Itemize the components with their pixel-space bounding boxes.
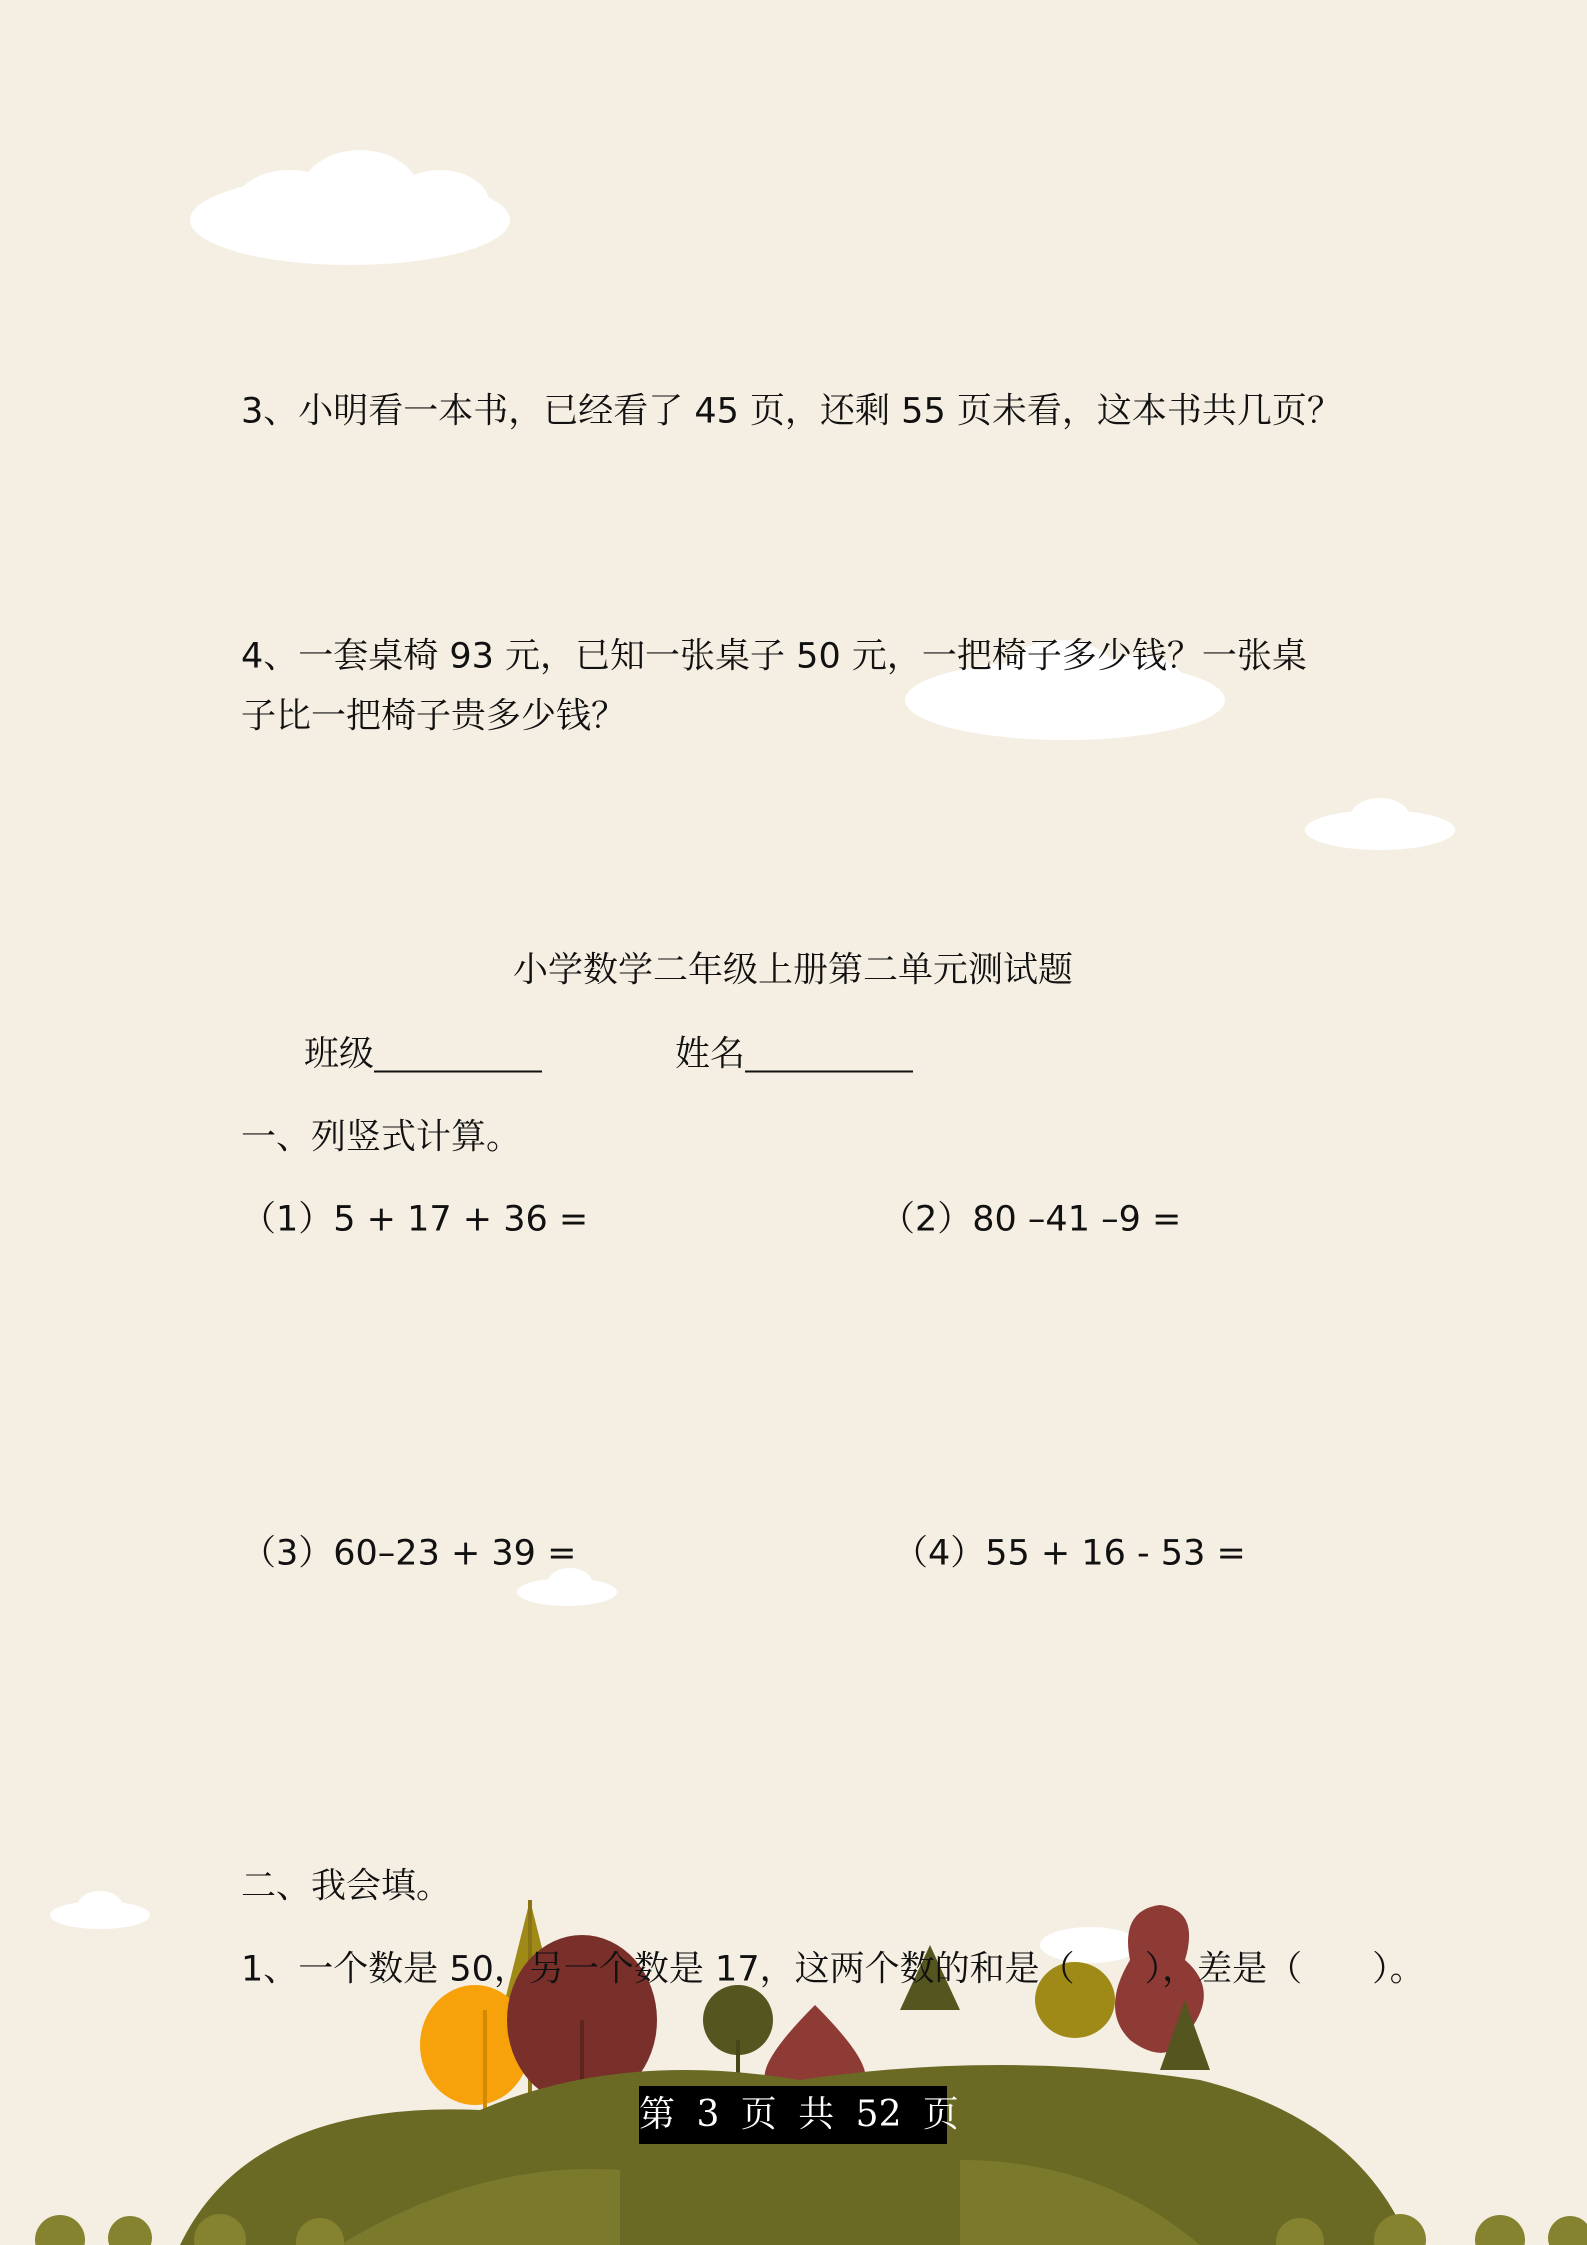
class-label: 班级 (304, 1034, 375, 1075)
class-field (304, 1034, 542, 1075)
calc-1: （1）5 + 17 + 36 = (241, 1199, 589, 1240)
fill-question-1: 1、一个数是 50，另一个数是 17，这两个数的和是（ ），差是（ ）。 (241, 1949, 1425, 1990)
question-3: 3、小明看一本书，已经看了 45 页，还剩 55 页未看，这本书共几页？ (241, 391, 1342, 432)
cloud-icon (1305, 798, 1455, 850)
name-blank (745, 1041, 913, 1073)
question-4-line-1: 4、一套桌椅 93 元，已知一张桌子 50 元，一把椅子多少钱？一张桌 (241, 636, 1307, 677)
test-title: 小学数学二年级上册第二单元测试题 (512, 950, 1074, 991)
question-4-line-2: 子比一把椅子贵多少钱？ (241, 696, 627, 737)
section-2-heading: 二、我会填。 (241, 1866, 452, 1907)
cloud-icon (517, 1568, 617, 1606)
calc-4: （4）55 + 16 - 53 = (893, 1533, 1246, 1574)
section-1-heading: 一、列竖式计算。 (241, 1117, 522, 1158)
name-label: 姓名 (675, 1034, 746, 1075)
page-number: 第 3 页 共 52 页 (639, 2094, 959, 2135)
cloud-icon (50, 1891, 150, 1929)
calc-2: （2）80 –41 –9 = (880, 1199, 1182, 1240)
class-blank (374, 1041, 542, 1073)
cloud-icon (190, 150, 510, 265)
calc-3: （3）60–23 + 39 = (241, 1533, 577, 1574)
name-field (675, 1034, 913, 1075)
